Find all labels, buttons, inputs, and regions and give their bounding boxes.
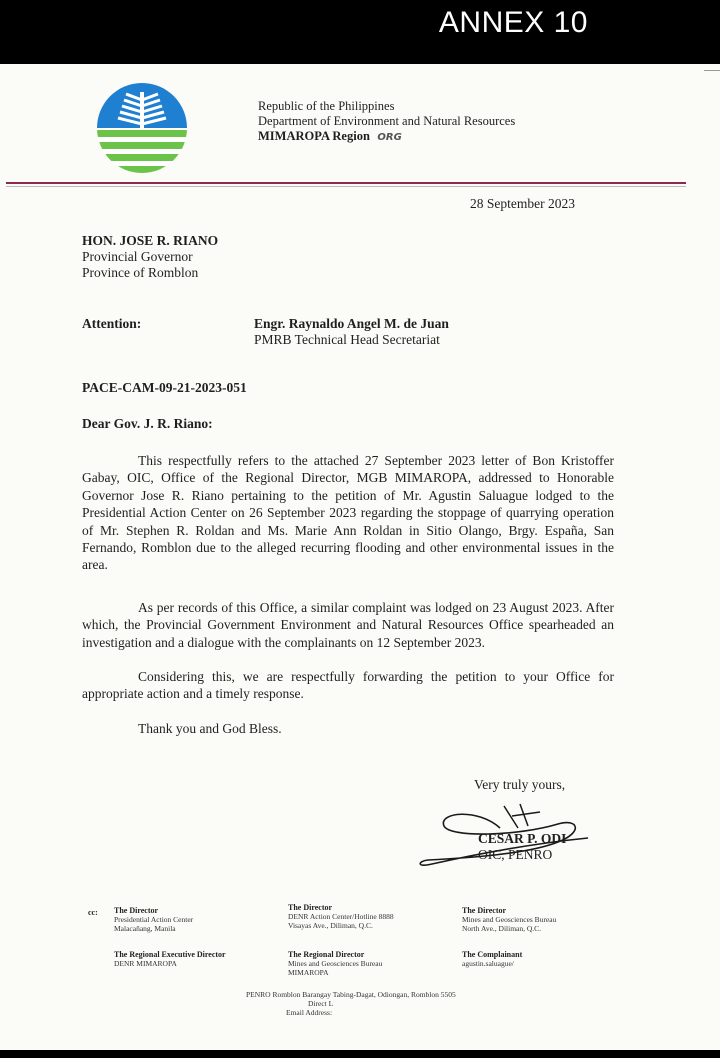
attention-block (254, 316, 449, 348)
cc-recipient-line: Visayas Ave., Diliman, Q.C. (288, 921, 373, 930)
signatory-block (478, 831, 566, 863)
letterhead-rule-thin (6, 186, 686, 187)
body-paragraph-1: This respectfully refers to the attached 27 September 2023 letter of Bon Kristoffer Gabay, OIC, Office of the Regional Director, MGB MIMAROPA, addressed to Honorable Governor Jose R. Riano pertaining to the petition of Mr. Agustin Saluague lodged to the Presidential Action Center on 26 September 2023 regarding the stoppage of quarrying operation of Mr. Stephen R. Roldan and Ms. Marie Ann Roldan in Sitio Olango, Brgy. España, San Fernando, Romblon due to the alleged recurring flooding and other environmental issues in the area. (82, 453, 614, 573)
cc-recipient (288, 950, 458, 977)
closing-line: Very truly yours, (474, 777, 566, 792)
cc-label: cc: (88, 908, 98, 917)
cc-recipient-head: The Director (114, 906, 159, 915)
cc-recipient-head: The Complainant (462, 950, 523, 959)
addressee-block (82, 233, 218, 281)
cc-recipient-line: Malacañang, Manila (114, 924, 176, 933)
cc-recipient-line: Presidential Action Center (114, 915, 194, 924)
salutation: Dear Gov. J. R. Riano: (82, 416, 213, 431)
cc-recipient-head: The Director (462, 906, 507, 915)
letterhead-department: Department of Environment and Natural Resources (258, 114, 516, 128)
cc-recipient-head: The Regional Executive Director (114, 950, 226, 959)
cc-recipient-head: The Director (288, 903, 333, 912)
cc-recipient-line: MIMAROPA (288, 968, 329, 977)
cc-recipient-line: Mines and Geosciences Bureau (288, 959, 383, 968)
letterhead-region-text: MIMAROPA Region (258, 129, 370, 143)
top-black-bar (0, 0, 720, 64)
cc-recipient (288, 903, 458, 930)
letterhead (258, 99, 515, 145)
bottom-black-bar (0, 1050, 720, 1058)
attention-label: Attention: (82, 316, 142, 331)
cc-recipient-head: The Regional Director (288, 950, 365, 959)
attention-name: Engr. Raynaldo Angel M. de Juan (254, 316, 449, 331)
addressee-name: HON. JOSE R. RIANO (82, 233, 219, 248)
body-paragraph-3: Considering this, we are respectfully forwarding the petition to your Office for appropriate action and a timely response. (82, 669, 614, 702)
letterhead-rule (6, 182, 686, 184)
footer-email: Email Address: (286, 1008, 333, 1017)
cc-recipient-line: DENR MIMAROPA (114, 959, 177, 968)
addressee-title: Provincial Governor (82, 249, 193, 264)
cc-recipient (462, 950, 632, 968)
handwritten-mark: ORG (373, 132, 402, 143)
addressee-office: Province of Romblon (82, 265, 199, 280)
thanks-line: Thank you and God Bless. (138, 721, 282, 736)
denr-logo (96, 82, 188, 174)
signatory-name: CESAR P. ODI (478, 831, 567, 846)
signatory-title: OIC, PENRO (478, 847, 553, 862)
reference-number: PACE-CAM-09-21-2023-051 (82, 380, 247, 395)
cc-recipient-line: agustin.saluague/ (462, 959, 514, 968)
letter-date: 28 September 2023 (470, 196, 575, 211)
footer-direct-line: Direct L (308, 999, 334, 1008)
body-paragraph-2: As per records of this Office, a similar complaint was lodged on 23 August 2023. After which, the Provincial Government Environment and Natural Resources Office spearheaded an investigation and a dialogue with the complainants on 12 September 2023. (82, 600, 614, 650)
footer-address: PENRO Romblon Barangay Tabing-Dagat, Odiongan, Romblon 5505 (246, 990, 456, 999)
letter-footer (246, 990, 546, 1017)
cc-recipient-line: DENR Action Center/Hotline 8888 (288, 912, 394, 921)
letterhead-region (258, 129, 515, 145)
annex-label: ANNEX 10 (438, 6, 588, 39)
attention-title: PMRB Technical Head Secretariat (254, 332, 440, 347)
page-edge-mark (704, 70, 720, 71)
cc-recipient (114, 906, 284, 933)
letterhead-country: Republic of the Philippines (258, 99, 395, 113)
cc-recipient-line: Mines and Geosciences Bureau (462, 915, 557, 924)
cc-recipient (114, 950, 284, 968)
cc-recipient (462, 906, 632, 933)
cc-recipient-line: North Ave., Diliman, Q.C. (462, 924, 542, 933)
